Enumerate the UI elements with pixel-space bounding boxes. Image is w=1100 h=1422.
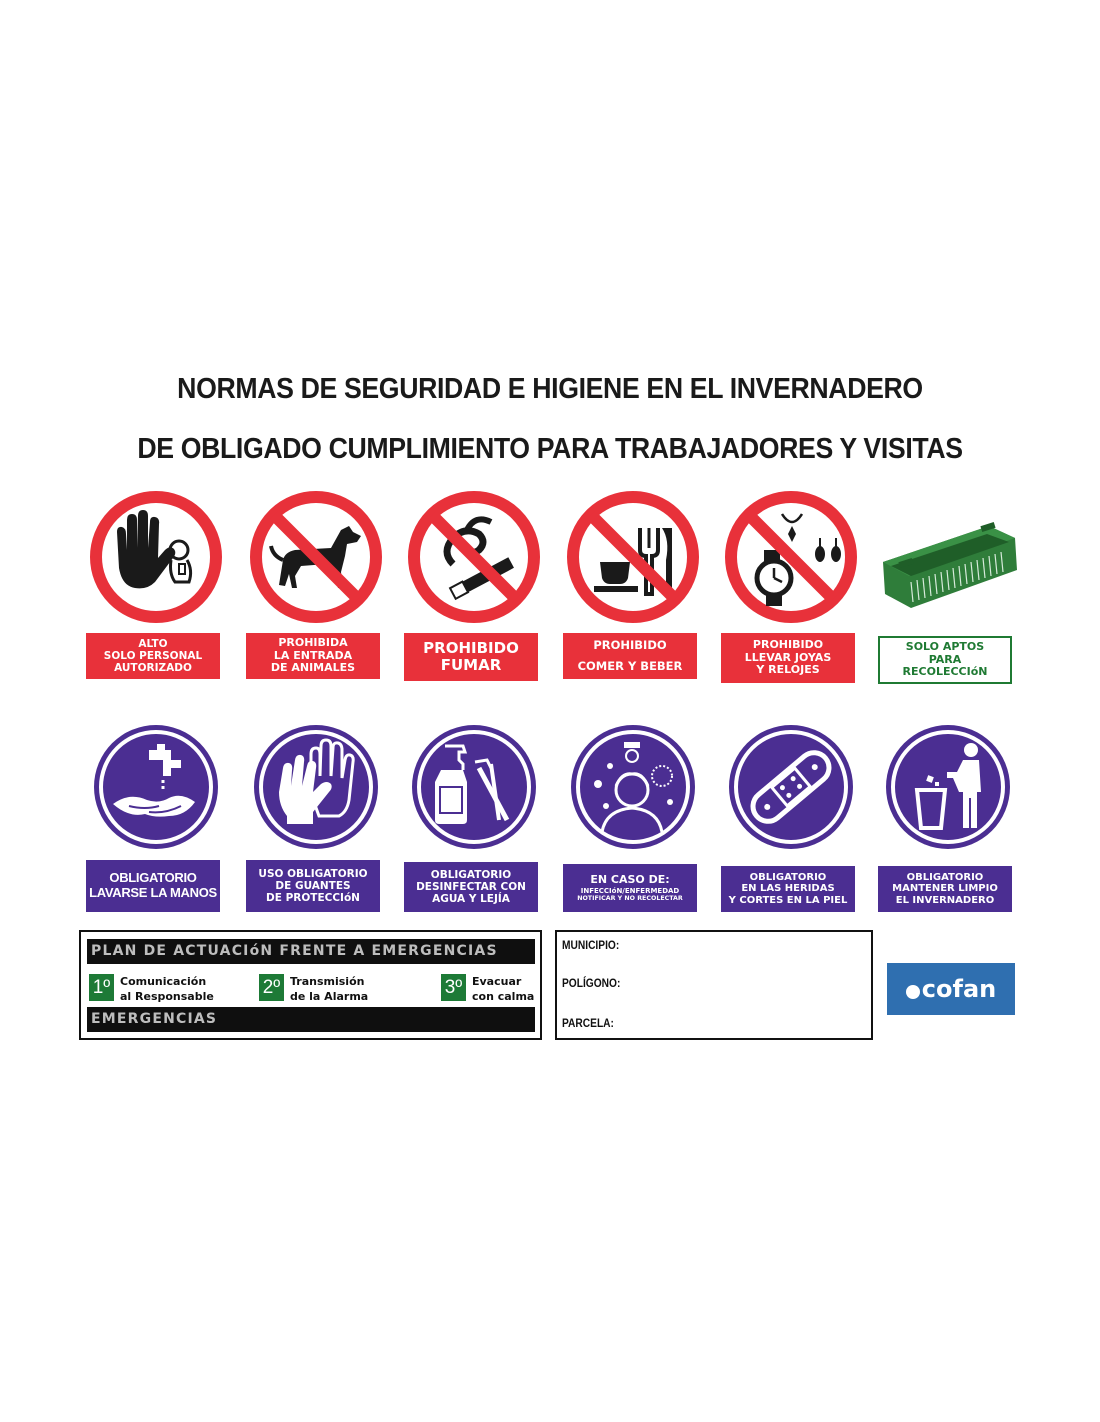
emergency-plan-panel [79,930,542,1040]
hand-washing-icon [89,720,223,854]
municipio-label: MUNICIPIO: [562,938,620,952]
poster-subtitle: DE OBLIGADO CUMPLIMIENTO PARA TRABAJADORES Y VISITAS [137,433,963,465]
sign-label: SOLO APTOS PARA RECOLECCIóN [878,636,1012,684]
step-text: Transmisión de la Alarma [290,975,369,1003]
harvest-crate-icon [881,504,1019,612]
gloves-icon [249,720,383,854]
stop-hand-icon [89,490,223,624]
parcela-label: PARCELA: [562,1016,614,1030]
sign-label: PROHIBIDO FUMAR [404,633,538,681]
step-text: Evacuar con calma [472,975,535,1003]
trash-bin-icon [881,720,1015,854]
cigarette-icon [407,490,541,624]
sign-label: EN CASO DE: INFECCIóN/ENFERMEDAD NOTIFICAR Y NO RECOLECTAR [563,864,697,912]
emergency-step-2 [259,974,368,1004]
sign-label: OBLIGATORIO DESINFECTAR CON AGUA Y LEJÍA [404,862,538,912]
step-number: 3º [441,974,466,1001]
step-text: Comunicación al Responsable [120,975,214,1003]
spray-bottle-icon [407,720,541,854]
step-number: 2º [259,974,284,1001]
emergencies-bar: EMERGENCIAS [87,1007,535,1032]
sign-label: PROHIBIDO LLEVAR JOYAS Y RELOJES [721,633,855,683]
sign-label: PROHIBIDA LA ENTRADA DE ANIMALES [246,633,380,679]
dog-icon [249,490,383,624]
emergency-step-1 [89,974,214,1004]
emergency-step-3 [441,974,534,1004]
food-drink-icon [566,490,700,624]
cofan-logo [887,963,1015,1015]
sign-label: USO OBLIGATORIO DE GUANTES DE PROTECCIóN [246,860,380,912]
sign-label: OBLIGATORIO EN LAS HERIDAS Y CORTES EN LA PIEL [721,866,855,912]
emergency-plan-title: PLAN DE ACTUACIóN FRENTE A EMERGENCIAS [87,939,535,964]
poster-title: NORMAS DE SEGURIDAD E HIGIENE EN EL INVERNADERO [177,373,923,405]
poligono-label: POLÍGONO: [562,976,621,990]
sign-label: OBLIGATORIO LAVARSE LA MANOS [86,860,220,912]
location-panel [555,930,873,1040]
jewelry-watch-icon [724,490,858,624]
sign-label: OBLIGATORIO MANTENER LIMPIO EL INVERNADERO [878,866,1012,912]
sign-label: ALTO SOLO PERSONAL AUTORIZADO [86,633,220,679]
logo-dot-icon [906,985,920,999]
bandage-icon [724,720,858,854]
brand-name: cofan [921,975,997,1003]
sign-label: PROHIBIDO COMER Y BEBER [563,633,697,679]
step-number: 1º [89,974,114,1001]
infection-person-icon [566,720,700,854]
